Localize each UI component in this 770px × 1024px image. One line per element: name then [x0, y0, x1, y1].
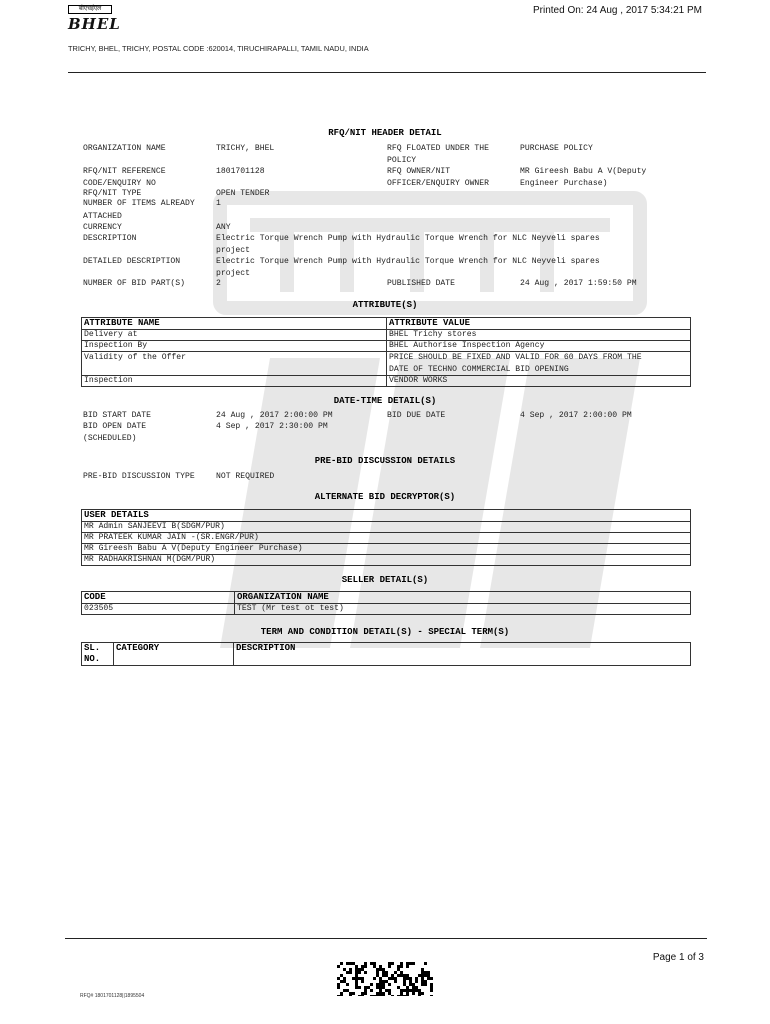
- attribute-name: Delivery at: [82, 330, 387, 341]
- rfq-field-value: Electric Torque Wrench Pump with Hydraulic Torque Wrench for NLC Neyveli spares: [216, 257, 600, 266]
- column-header-no-line: NO.: [84, 654, 101, 664]
- table-row: [82, 341, 691, 352]
- rfq-field-value: MR Gireesh Babu A V(Deputy: [520, 167, 647, 176]
- table-row: [82, 510, 691, 522]
- decryptor-table: [81, 509, 691, 566]
- rfq-header-title: RFQ/NIT HEADER DETAIL: [328, 128, 442, 138]
- column-header-description: DESCRIPTION: [234, 643, 691, 666]
- terms-table: [81, 642, 691, 666]
- rfq-field-label: POLICY: [387, 156, 417, 165]
- rfq-field-label: NUMBER OF BID PART(S): [83, 279, 185, 288]
- attribute-value: BHEL Trichy stores: [387, 330, 691, 341]
- attributes-table: [81, 317, 691, 387]
- prebid-title: PRE-BID DISCUSSION DETAILS: [314, 456, 456, 466]
- rfq-reference-footer: RFQ# 1801701128||1895504: [80, 993, 145, 999]
- seller-code: 023505: [82, 604, 235, 615]
- rfq-field-value: OPEN TENDER: [216, 189, 270, 198]
- rfq-field-value: Engineer Purchase): [520, 179, 608, 188]
- attributes-title: ATTRIBUTE(S): [352, 300, 418, 310]
- rfq-field-label: CURRENCY: [83, 223, 122, 232]
- rfq-field-label: ATTACHED: [83, 212, 122, 221]
- prebid-type-value: NOT REQUIRED: [216, 472, 275, 481]
- bid-start-label: BID START DATE: [83, 411, 151, 420]
- column-header-sl-no: [82, 643, 114, 666]
- bhel-logo: [68, 5, 121, 37]
- rfq-field-label: CODE/ENQUIRY NO: [83, 179, 156, 188]
- rfq-field-value: project: [216, 246, 250, 255]
- rfq-field-label: DESCRIPTION: [83, 234, 137, 243]
- rfq-field-value: PURCHASE POLICY: [520, 144, 593, 153]
- column-header-attribute-name: ATTRIBUTE NAME: [82, 318, 387, 330]
- table-row: [82, 544, 691, 555]
- table-row: [82, 643, 691, 666]
- logo-text: BHEL: [68, 15, 121, 33]
- table-row: [82, 555, 691, 566]
- seller-table: [81, 591, 691, 615]
- rfq-field-label: PUBLISHED DATE: [387, 279, 455, 288]
- attribute-name: Inspection By: [82, 341, 387, 352]
- column-header-code: CODE: [82, 592, 235, 604]
- rfq-field-value: ANY: [216, 223, 231, 232]
- rfq-field-value: 1: [216, 199, 221, 208]
- rfq-field-value: 24 Aug , 2017 1:59:50 PM: [520, 279, 637, 288]
- seller-organization: TEST (Mr test ot test): [235, 604, 691, 615]
- attribute-value: BHEL Authorise Inspection Agency: [387, 341, 691, 352]
- rfq-field-value: Electric Torque Wrench Pump with Hydraulic Torque Wrench for NLC Neyveli spares: [216, 234, 600, 243]
- attribute-name: Validity of the Offer: [82, 352, 387, 376]
- datetime-title: DATE-TIME DETAIL(S): [333, 396, 437, 406]
- column-header-sl-line: SL.: [84, 643, 101, 653]
- attribute-value: VENDOR WORKS: [387, 376, 691, 387]
- rfq-field-label: ORGANIZATION NAME: [83, 144, 166, 153]
- bid-start-value: 24 Aug , 2017 2:00:00 PM: [216, 411, 333, 420]
- attribute-value-line: DATE OF TECHNO COMMERCIAL BID OPENING: [389, 364, 569, 374]
- bid-due-label: BID DUE DATE: [387, 411, 446, 420]
- rfq-field-value: project: [216, 269, 250, 278]
- table-row: [82, 330, 691, 341]
- header-rule: [68, 72, 706, 73]
- table-row: [82, 522, 691, 533]
- attribute-value: [387, 352, 691, 376]
- rfq-field-label: NUMBER OF ITEMS ALREADY: [83, 199, 195, 208]
- user-entry: MR Admin SANJEEVI B(SDGM/PUR): [82, 522, 691, 533]
- table-row: [82, 376, 691, 387]
- rfq-field-label: OFFICER/ENQUIRY OWNER: [387, 179, 489, 188]
- rfq-field-value: 2: [216, 279, 221, 288]
- rfq-field-label: RFQ OWNER/NIT: [387, 167, 451, 176]
- rfq-field-label: RFQ FLOATED UNDER THE: [387, 144, 489, 153]
- page-number: Page 1 of 3: [652, 952, 704, 963]
- rfq-field-value: TRICHY, BHEL: [216, 144, 275, 153]
- rfq-field-value: 1801701128: [216, 167, 265, 176]
- qr-barcode: [337, 962, 433, 996]
- user-entry: MR PRATEEK KUMAR JAIN -(SR.ENGR/PUR): [82, 533, 691, 544]
- address: TRICHY, BHEL, TRICHY, POSTAL CODE :620014, TIRUCHIRAPALLI, TAMIL NADU, INDIA: [68, 44, 369, 53]
- table-row: [82, 533, 691, 544]
- bid-due-value: 4 Sep , 2017 2:00:00 PM: [520, 411, 632, 420]
- user-entry: MR Gireesh Babu A V(Deputy Engineer Purchase): [82, 544, 691, 555]
- column-header-category: CATEGORY: [114, 643, 234, 666]
- prebid-type-label: PRE-BID DISCUSSION TYPE: [83, 472, 195, 481]
- footer-rule: [65, 938, 707, 939]
- table-row: [82, 318, 691, 330]
- table-row: [82, 352, 691, 376]
- attribute-name: Inspection: [82, 376, 387, 387]
- decryptor-title: ALTERNATE BID DECRYPTOR(S): [314, 492, 456, 502]
- rfq-field-label: RFQ/NIT REFERENCE: [83, 167, 166, 176]
- scheduled-note: (SCHEDULED): [83, 434, 137, 443]
- column-header-organization-name: ORGANIZATION NAME: [235, 592, 691, 604]
- seller-title: SELLER DETAIL(S): [341, 575, 429, 585]
- column-header-attribute-value: ATTRIBUTE VALUE: [387, 318, 691, 330]
- terms-title: TERM AND CONDITION DETAIL(S) - SPECIAL TERM(S): [260, 627, 510, 637]
- user-entry: MR RADHAKRISHNAN M(DGM/PUR): [82, 555, 691, 566]
- table-row: [82, 604, 691, 615]
- table-row: [82, 592, 691, 604]
- rfq-field-label: DETAILED DESCRIPTION: [83, 257, 181, 266]
- rfq-field-label: RFQ/NIT TYPE: [83, 189, 142, 198]
- bid-open-value: 4 Sep , 2017 2:30:00 PM: [216, 422, 328, 431]
- logo-hindi-text: बीएचईएल: [68, 5, 112, 14]
- column-header-user-details: USER DETAILS: [82, 510, 691, 522]
- bid-open-label: BID OPEN DATE: [83, 422, 147, 431]
- printed-on: Printed On: 24 Aug , 2017 5:34:21 PM: [532, 5, 702, 16]
- attribute-value-line: PRICE SHOULD BE FIXED AND VALID FOR 60 DAYS FROM THE: [389, 353, 642, 362]
